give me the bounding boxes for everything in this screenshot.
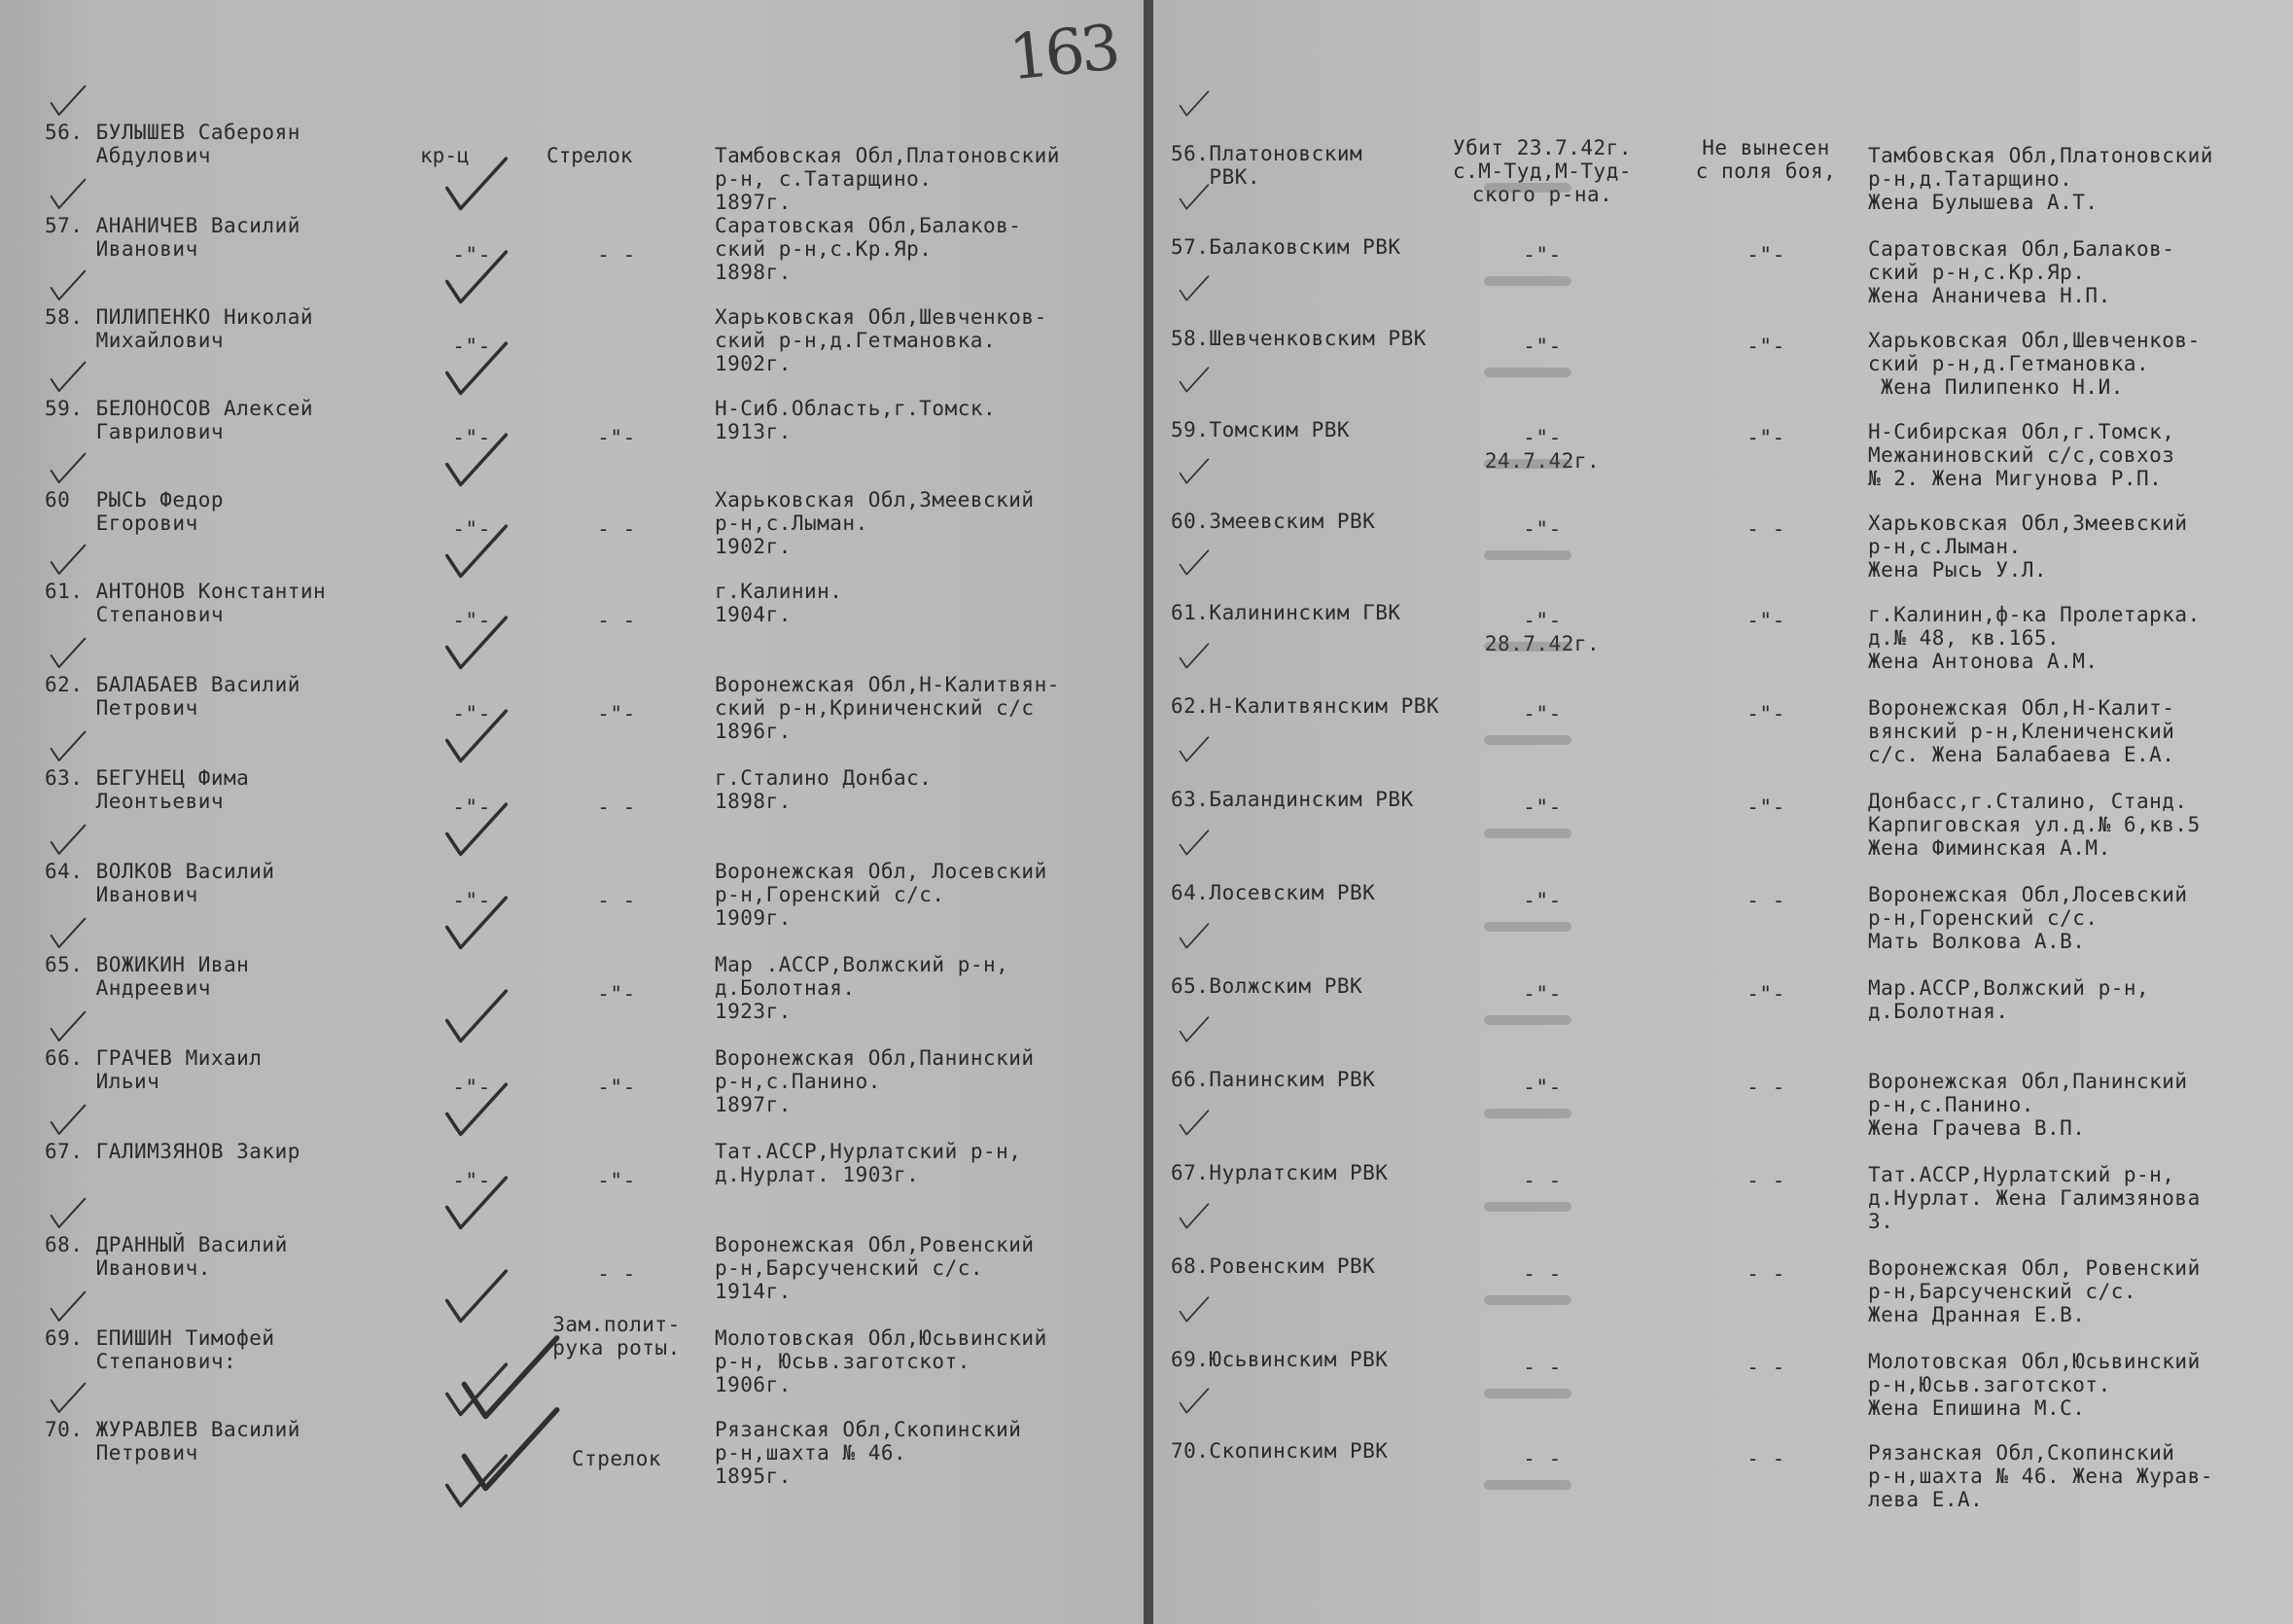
- entry-checkmark-icon: [1177, 1295, 1212, 1324]
- left-entry-row: [0, 1134, 1144, 1225]
- ink-smudge: [1484, 550, 1571, 560]
- ink-smudge: [1484, 1295, 1571, 1305]
- death-date: -"-: [1523, 889, 1562, 912]
- left-entry-row: [0, 1041, 1144, 1132]
- ink-smudge: [1484, 829, 1571, 838]
- birthplace-year: Харьковская Обл,Шевченков- ский р-н,д.Гетмановка. 1902г.: [715, 305, 1047, 375]
- position-value: Зам.полит- рука роты.: [552, 1313, 681, 1359]
- position-value: - -: [597, 1262, 636, 1286]
- death-date: -"-: [1523, 335, 1562, 358]
- entry-checkmark-icon: [1177, 183, 1212, 212]
- entry-checkmark-icon: [47, 268, 89, 303]
- position-value: - -: [597, 795, 636, 819]
- family-address: Воронежская Обл,Панинский р-н,с.Панино. Жена Грачева В.П.: [1868, 1070, 2188, 1140]
- ink-smudge: [1484, 642, 1571, 652]
- rank-value: -"-: [452, 1169, 491, 1192]
- left-entry-row: [0, 667, 1144, 759]
- entry-checkmark-icon: [1177, 922, 1212, 951]
- ink-smudge: [1484, 1015, 1571, 1025]
- rank-header: кр-ц: [420, 144, 470, 167]
- burial-note: -"-: [1746, 426, 1785, 449]
- soldier-name: 66. ГРАЧЕВ Михаил Ильич: [45, 1046, 263, 1093]
- rank-value: -"-: [452, 1076, 491, 1099]
- soldier-name: 69. ЕПИШИН Тимофей Степанович:: [45, 1326, 275, 1373]
- family-address: Харьковская Обл,Шевченков- ский р-н,д.Гетмановка. Жена Пилипенко Н.И.: [1868, 329, 2201, 399]
- left-entry-row: [0, 208, 1144, 300]
- rank-checkmark-icon: [442, 430, 511, 492]
- death-date: -"-: [1523, 795, 1562, 819]
- draft-office: 61.Калининским ГВК: [1171, 601, 1401, 624]
- soldier-name: 64. ВОЛКОВ Василий Иванович: [45, 860, 275, 906]
- ink-smudge: [1484, 368, 1571, 377]
- right-entry-row: [1153, 574, 2293, 673]
- soldier-name: 61. АНТОНОВ Константин Степанович: [45, 580, 327, 626]
- entry-checkmark-icon: [1177, 1387, 1212, 1416]
- entry-checkmark-icon: [1177, 366, 1212, 395]
- burial-note: - -: [1746, 889, 1785, 912]
- draft-office: 59.Томским РВК: [1171, 418, 1351, 441]
- birthplace-year: Тамбовская Обл,Платоновский р-н, с.Татарщино. 1897г.: [715, 144, 1060, 214]
- position-value: Стрелок: [571, 1447, 661, 1470]
- entry-checkmark-icon: [1177, 735, 1212, 764]
- rank-checkmark-icon: [442, 154, 511, 216]
- right-entry-row: [1153, 854, 2293, 953]
- death-date: - -: [1523, 1447, 1562, 1470]
- death-date: -"-: [1523, 243, 1562, 266]
- left-entry-row: [0, 1313, 1144, 1412]
- right-entry-row: [1153, 300, 2293, 399]
- birthplace-year: г.Сталино Донбас. 1898г.: [715, 766, 933, 813]
- burial-note: -"-: [1746, 243, 1785, 266]
- rank-checkmark-icon: [442, 338, 511, 401]
- death-date: - -: [1523, 1262, 1562, 1286]
- family-address: Донбасс,г.Сталино, Станд. Карпиговская ул.д.№ 6,кв.5 Жена Фиминская А.М.: [1868, 790, 2201, 860]
- entry-checkmark-icon: [47, 360, 89, 395]
- soldier-name: 60 РЫСЬ Федор Егорович: [45, 488, 225, 535]
- soldier-name: 59. БЕЛОНОСОВ Алексей Гаврилович: [45, 397, 314, 443]
- right-entry-row: [1153, 760, 2293, 860]
- right-page: [1153, 0, 2293, 1624]
- draft-office: 62.Н-Калитвянским РВК: [1171, 694, 1440, 718]
- right-entry-row: [1153, 208, 2293, 307]
- birthplace-year: Н-Сиб.Область,г.Томск. 1913г.: [715, 397, 997, 443]
- entry-checkmark-icon: [1177, 548, 1212, 578]
- death-date: -"-: [1523, 517, 1562, 541]
- soldier-name: 65. ВОЖИКИН Иван Андреевич: [45, 953, 250, 1000]
- folio-number: 163: [1005, 12, 1120, 95]
- left-entry-row: [0, 1412, 1144, 1503]
- death-date: -"-: [1523, 1076, 1562, 1099]
- position-value: -"-: [597, 426, 636, 449]
- family-address: Рязанская Обл,Скопинский р-н,шахта № 46. Жена Журав- лева Е.А.: [1868, 1441, 2213, 1511]
- entry-checkmark-icon: [47, 823, 89, 858]
- draft-office: 67.Нурлатским РВК: [1171, 1161, 1389, 1184]
- left-entry-row: [0, 300, 1144, 391]
- rank-value: -"-: [452, 889, 491, 912]
- ink-smudge: [1484, 735, 1571, 745]
- burial-note: -"-: [1746, 702, 1785, 725]
- rank-value: -"-: [452, 243, 491, 266]
- rank-checkmark-icon: [442, 986, 511, 1048]
- burial-note: - -: [1746, 1169, 1785, 1192]
- death-date-header: Убит 23.7.42г. с.М-Туд,М-Туд- ского р-на.: [1452, 136, 1632, 206]
- birthplace-year: Харьковская Обл,Змеевский р-н,с.Лыман. 1902г.: [715, 488, 1035, 558]
- left-entry-row: [0, 1227, 1144, 1319]
- birthplace-year: Саратовская Обл,Балаков- ский р-н,с.Кр.Яр. 1898г.: [715, 214, 1022, 284]
- death-date: -"- 28.7.42г.: [1484, 609, 1601, 655]
- entry-checkmark-icon: [1177, 457, 1212, 486]
- ink-smudge: [1484, 459, 1571, 469]
- family-address: Н-Сибирская Обл,г.Томск, Межаниновский с/с,совхоз № 2. Жена Мигунова Р.П.: [1868, 420, 2175, 490]
- rank-checkmark-icon: [442, 706, 511, 768]
- burial-note: -"-: [1746, 795, 1785, 819]
- right-entry-row: [1153, 947, 2293, 1039]
- rank-checkmark-icon: [442, 1266, 511, 1328]
- birthplace-year: Воронежская Обл,Панинский р-н,с.Панино. 1897г.: [715, 1046, 1035, 1116]
- soldier-name: 67. ГАЛИМЗЯНОВ Закир: [45, 1140, 300, 1163]
- rank-checkmark-icon: [442, 521, 511, 583]
- entry-checkmark-icon: [47, 543, 89, 578]
- soldier-name: 57. АНАНИЧЕВ Василий Иванович: [45, 214, 300, 261]
- death-date: - -: [1523, 1169, 1562, 1192]
- draft-office: 68.Ровенским РВК: [1171, 1254, 1376, 1278]
- death-date: - -: [1523, 1356, 1562, 1379]
- left-entry-row: [0, 760, 1144, 852]
- rank-value: -"-: [452, 517, 491, 541]
- burial-note: -"-: [1746, 335, 1785, 358]
- burial-note: - -: [1746, 1356, 1785, 1379]
- entry-checkmark-icon: [1177, 1015, 1212, 1044]
- entry-checkmark-icon: [47, 1103, 89, 1138]
- draft-office: 64.Лосевским РВК: [1171, 881, 1376, 904]
- birthplace-year: г.Калинин. 1904г.: [715, 580, 843, 626]
- entry-checkmark-icon: [47, 636, 89, 671]
- family-address: Харьковская Обл,Змеевский р-н,с.Лыман. Жена Рысь У.Л.: [1868, 512, 2188, 582]
- right-entry-row: [1153, 115, 2293, 214]
- large-checkmark-icon: [457, 1402, 564, 1500]
- position-value: - -: [597, 889, 636, 912]
- position-value: - -: [597, 517, 636, 541]
- right-entry-row: [1153, 391, 2293, 490]
- position-value: -"-: [597, 1076, 636, 1099]
- death-date: -"- 24.7.42г.: [1484, 426, 1601, 473]
- rank-checkmark-icon: [442, 893, 511, 955]
- family-address: Воронежская Обл, Ровенский р-н,Барсученский с/с. Жена Дранная Е.В.: [1868, 1256, 2201, 1326]
- position-value: - -: [597, 243, 636, 266]
- entry-checkmark-icon: [47, 729, 89, 764]
- burial-note: -"-: [1746, 609, 1785, 632]
- rank-value: -"-: [452, 795, 491, 819]
- entry-checkmark-icon: [1177, 274, 1212, 303]
- family-address: Тамбовская Обл,Платоновский р-н,д.Татарщино. Жена Булышева А.Т.: [1868, 144, 2213, 214]
- entry-checkmark-icon: [1177, 89, 1212, 119]
- soldier-name: 62. БАЛАБАЕВ Василий Петрович: [45, 673, 300, 720]
- rank-checkmark-icon: [442, 613, 511, 675]
- birthplace-year: Воронежская Обл,Ровенский р-н,Барсученский с/с. 1914г.: [715, 1233, 1035, 1303]
- position-value: -"-: [597, 1169, 636, 1192]
- soldier-name: 56. БУЛЫШЕВ Сабероян Абдулович: [45, 121, 300, 167]
- rank-checkmark-icon: [442, 247, 511, 309]
- draft-office: 65.Волжским РВК: [1171, 974, 1363, 998]
- draft-office: 70.Скопинским РВК: [1171, 1439, 1389, 1463]
- birthplace-year: Рязанская Обл,Скопинский р-н,шахта № 46. 1895г.: [715, 1418, 1022, 1488]
- entry-checkmark-icon: [1177, 642, 1212, 671]
- entry-checkmark-icon: [47, 1009, 89, 1044]
- soldier-name: 68. ДРАННЫЙ Василий Иванович.: [45, 1233, 288, 1280]
- family-address: Мар.АССР,Волжский р-н, д.Болотная.: [1868, 976, 2150, 1023]
- family-address: Саратовская Обл,Балаков- ский р-н,с.Кр.Яр. Жена Ананичева Н.П.: [1868, 237, 2175, 307]
- burial-note: - -: [1746, 517, 1785, 541]
- draft-office: 63.Баландинским РВК: [1171, 788, 1414, 811]
- position-value: -"-: [597, 702, 636, 725]
- ink-smudge: [1484, 1480, 1571, 1490]
- birthplace-year: Мар .АССР,Волжский р-н, д.Болотная. 1923г.: [715, 953, 1009, 1023]
- left-entry-row: [0, 115, 1144, 214]
- rank-value: -"-: [452, 426, 491, 449]
- ink-smudge: [1484, 1389, 1571, 1398]
- position-value: - -: [597, 609, 636, 632]
- right-entry-row: [1153, 1321, 2293, 1420]
- entry-checkmark-icon: [47, 177, 89, 212]
- right-entry-row: [1153, 1134, 2293, 1233]
- entry-checkmark-icon: [47, 1381, 89, 1416]
- position-header: Стрелок: [547, 144, 633, 167]
- right-entry-row: [1153, 1227, 2293, 1326]
- death-date: -"-: [1523, 702, 1562, 725]
- birthplace-year: Воронежская Обл, Лосевский р-н,Горенский с/с. 1909г.: [715, 860, 1047, 930]
- left-entry-row: [0, 947, 1144, 1039]
- entry-checkmark-icon: [1177, 829, 1212, 858]
- soldier-name: 58. ПИЛИПЕНКО Николай Михайлович: [45, 305, 314, 352]
- right-entry-row: [1153, 1412, 2293, 1511]
- left-entry-row: [0, 574, 1144, 665]
- entry-checkmark-icon: [47, 1196, 89, 1231]
- rank-checkmark-icon: [442, 799, 511, 862]
- family-address: Воронежская Обл,Н-Калит- вянский р-н,Клениченский с/с. Жена Балабаева Е.А.: [1868, 696, 2175, 766]
- entry-checkmark-icon: [1177, 1109, 1212, 1138]
- entry-checkmark-icon: [47, 451, 89, 486]
- entry-checkmark-icon: [47, 1289, 89, 1324]
- family-address: Молотовская Обл,Юсьвинский р-н,Юсьв.заготскот. Жена Епишина М.С.: [1868, 1350, 2201, 1420]
- soldier-name: 70. ЖУРАВЛЕВ Василий Петрович: [45, 1418, 300, 1465]
- left-entry-row: [0, 482, 1144, 574]
- ink-smudge: [1484, 1202, 1571, 1212]
- ink-smudge: [1484, 276, 1571, 286]
- book-gutter: [1144, 0, 1153, 1624]
- birthplace-year: Воронежская Обл,Н-Калитвян- ский р-н,Криниченский с/с 1896г.: [715, 673, 1060, 743]
- entry-checkmark-icon: [47, 84, 89, 119]
- rank-checkmark-icon: [442, 1079, 511, 1142]
- left-entry-row: [0, 854, 1144, 945]
- right-entry-row: [1153, 1041, 2293, 1140]
- burial-note: - -: [1746, 1447, 1785, 1470]
- rank-checkmark-icon: [442, 1173, 511, 1235]
- family-address: г.Калинин,ф-ка Пролетарка. д.№ 48, кв.165. Жена Антонова А.М.: [1868, 603, 2201, 673]
- burial-note: - -: [1746, 1076, 1785, 1099]
- entry-checkmark-icon: [47, 916, 89, 951]
- birthplace-year: Тат.АССР,Нурлатский р-н, д.Нурлат. 1903г.: [715, 1140, 1022, 1186]
- birthplace-year: Молотовская Обл,Юсьвинский р-н, Юсьв.заготскот. 1906г.: [715, 1326, 1047, 1396]
- ink-smudge: [1484, 1109, 1571, 1118]
- draft-office: 57.Балаковским РВК: [1171, 235, 1401, 259]
- burial-note-header: Не вынесен с поля боя,: [1695, 136, 1837, 183]
- right-entry-row: [1153, 482, 2293, 582]
- draft-office: 56.Платоновским РВК.: [1171, 142, 1363, 189]
- position-value: -"-: [597, 982, 636, 1006]
- rank-value: -"-: [452, 609, 491, 632]
- entry-checkmark-icon: [1177, 1202, 1212, 1231]
- ink-smudge: [1484, 922, 1571, 932]
- death-date: -"-: [1523, 982, 1562, 1006]
- draft-office: 66.Панинским РВК: [1171, 1068, 1376, 1091]
- family-address: Тат.АССР,Нурлатский р-н, д.Нурлат. Жена Галимзянова 3.: [1868, 1163, 2201, 1233]
- rank-value: -"-: [452, 335, 491, 358]
- left-page: [0, 0, 1144, 1624]
- burial-note: - -: [1746, 1262, 1785, 1286]
- draft-office: 58.Шевченковским РВК: [1171, 327, 1427, 350]
- draft-office: 60.Змеевским РВК: [1171, 510, 1376, 533]
- rank-value: -"-: [452, 702, 491, 725]
- family-address: Воронежская Обл,Лосевский р-н,Горенский с/с. Мать Волкова А.В.: [1868, 883, 2188, 953]
- left-entry-row: [0, 391, 1144, 482]
- ink-smudge: [1484, 183, 1571, 193]
- burial-note: -"-: [1746, 982, 1785, 1006]
- soldier-name: 63. БЕГУНЕЦ Фима Леонтьевич: [45, 766, 250, 813]
- draft-office: 69.Юсьвинским РВК: [1171, 1348, 1389, 1371]
- right-entry-row: [1153, 667, 2293, 766]
